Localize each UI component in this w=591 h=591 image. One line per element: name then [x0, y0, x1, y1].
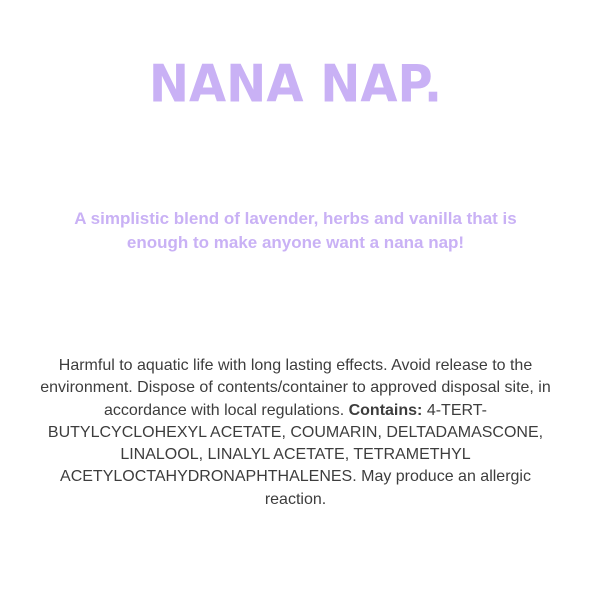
contains-label: Contains:	[348, 401, 423, 419]
hazard-statement: Harmful to aquatic life with long lasting effects. Avoid release to the environment. Dispose of contents/container to approved disposal site, in accordance with local regulations.	[40, 357, 551, 419]
safety-warning	[28, 355, 563, 511]
product-tagline: A simplistic blend of lavender, herbs and vanilla that is enough to make anyone want a nana nap!	[74, 209, 517, 252]
ingredients-list: 4-TERT- BUTYLCYCLOHEXYL ACETATE, COUMARIN, DELTADAMASCONE, LINALOOL, LINALYL ACETATE, TETRAMETHYL ACETYLOCTAHYDRONAPHTHALENES. May produce an allergic reaction.	[47, 401, 544, 508]
product-title: NANA NAP.	[148, 53, 443, 115]
